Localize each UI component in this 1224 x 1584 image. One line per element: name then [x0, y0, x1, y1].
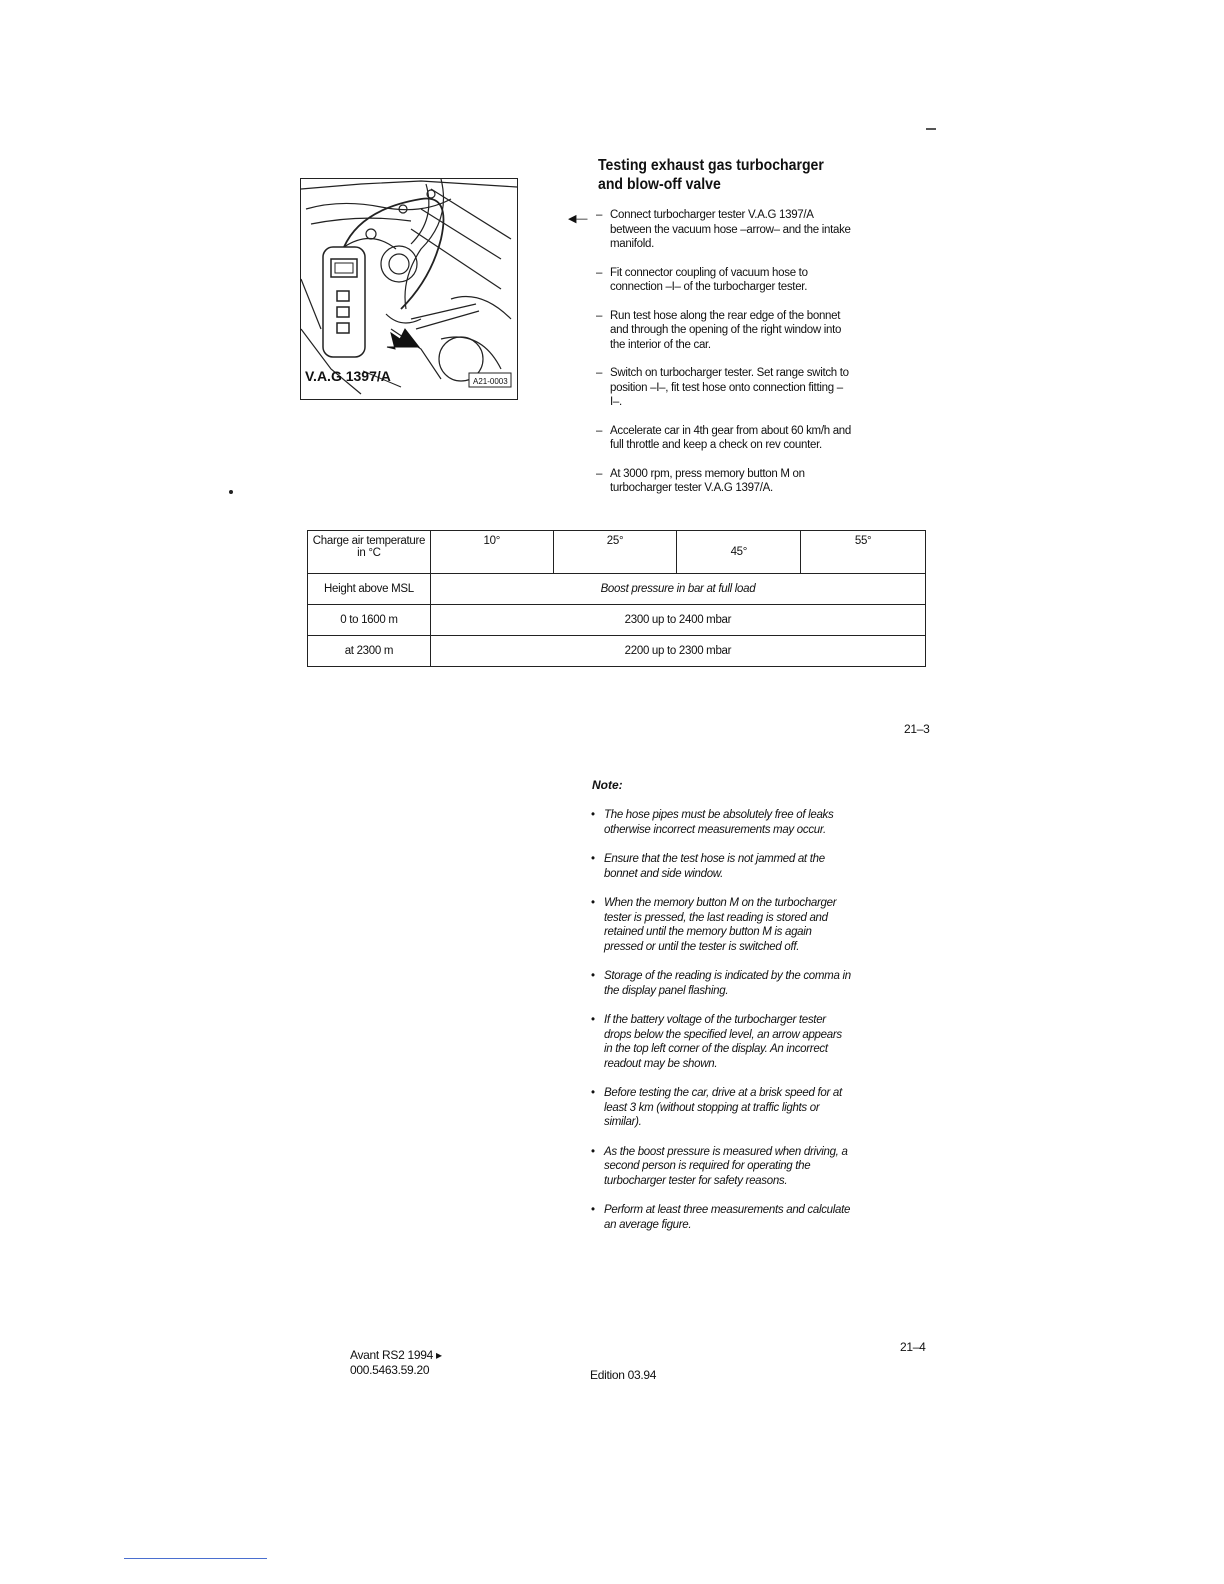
- table-header-row: [308, 574, 926, 605]
- figure-code: A21-0003: [473, 377, 508, 386]
- temperature-row: [308, 531, 926, 574]
- procedure-steps: [596, 208, 854, 510]
- height-cell: 0 to 1600 m: [308, 605, 431, 636]
- note-item: • Ensure that the test hose is not jammed at the bonnet and side window.: [591, 853, 825, 880]
- step-item: – Run test hose along the rear edge of the bonnet and through the opening of the right window into the interior of the car.: [596, 309, 842, 351]
- boost-pressure-table: [307, 530, 926, 667]
- page-number: 21–3: [904, 722, 930, 736]
- engine-illustration: [300, 178, 518, 400]
- bottom-rule: [124, 1558, 267, 1559]
- note-item: • The hose pipes must be absolutely free of leaks otherwise incorrect measurements may occur.: [591, 809, 834, 836]
- height-cell: at 2300 m: [308, 636, 431, 667]
- engine-drawing: [301, 179, 517, 399]
- tester-label: V.A.G 1397/A: [305, 368, 391, 384]
- note-item: • Before testing the car, drive at a brisk speed for at least 3 km (without stopping at traffic lights or similar).: [591, 1087, 842, 1128]
- margin-dot: [229, 490, 233, 494]
- pressure-cell: 2300 up to 2400 mbar: [430, 605, 925, 636]
- notes-list: [590, 808, 852, 1247]
- section-heading: Testing exhaust gas turbocharger and blow-off valve: [598, 157, 824, 193]
- step-item: – At 3000 rpm, press memory button M on turbocharger tester V.A.G 1397/A.: [596, 467, 805, 494]
- temp-cell: 55°: [801, 531, 926, 574]
- step-item: – Switch on turbocharger tester. Set range switch to position –I–, fit test hose onto connection fitting –I–.: [596, 367, 849, 408]
- table-row: [308, 605, 926, 636]
- note-item: • If the battery voltage of the turbocharger tester drops below the specified level, an arrow appears in the top left corner of the display. An incorrect readout may be shown.: [591, 1014, 842, 1070]
- page-number: 21–4: [900, 1340, 926, 1354]
- temp-cell: 10°: [430, 531, 553, 574]
- footer-model-info: [350, 1348, 442, 1378]
- step-item: – Accelerate car in 4th gear from about 60 km/h and full throttle and keep a check on rev counter.: [596, 424, 851, 451]
- note-item: • Perform at least three measurements and calculate an average figure.: [591, 1204, 851, 1231]
- step-item: – Connect turbocharger tester V.A.G 1397/A between the vacuum hose –arrow– and the intake manifold.: [596, 209, 851, 250]
- footer-part-number: 000.5463.59.20: [350, 1363, 430, 1377]
- note-item: • Storage of the reading is indicated by the comma in the display panel flashing.: [591, 970, 851, 997]
- note-item: • As the boost pressure is measured when driving, a second person is required for operating the turbocharger tester for safety reasons.: [591, 1145, 848, 1187]
- footer-model: Avant RS2 1994 ▸: [350, 1348, 442, 1362]
- corner-mark: [926, 128, 936, 130]
- step-item: – Fit connector coupling of vacuum hose to connection –I– of the turbocharger tester.: [596, 266, 808, 293]
- height-header-cell: Height above MSL: [308, 574, 431, 605]
- pressure-cell: 2200 up to 2300 mbar: [430, 636, 925, 667]
- temp-header-cell: Charge air temperature in °C: [308, 531, 431, 574]
- left-arrow-icon: ◀—: [568, 213, 588, 225]
- temp-cell: 25°: [553, 531, 677, 574]
- edition-label: Edition 03.94: [590, 1368, 657, 1382]
- temp-cell: 45°: [677, 531, 801, 574]
- table-row: [308, 636, 926, 667]
- note-item: • When the memory button M on the turbocharger tester is pressed, the last reading is stored and retained until the memory button M is again pressed or until the tester is switched off.: [591, 897, 837, 953]
- note-title: Note:: [592, 778, 623, 792]
- boost-header-cell: Boost pressure in bar at full load: [430, 574, 925, 605]
